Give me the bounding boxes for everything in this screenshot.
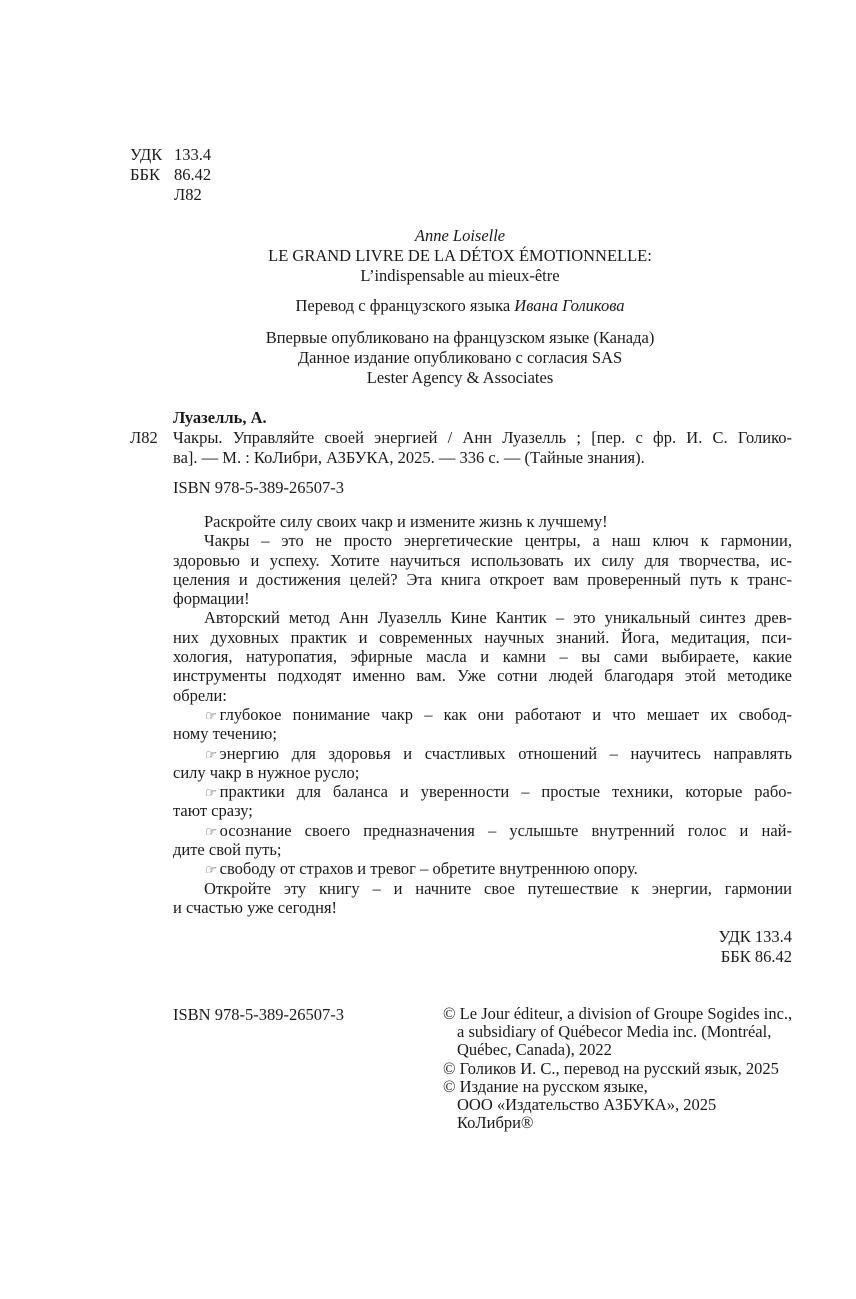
publication-line: Lester Agency & Associates [366,368,554,387]
annotation-text: Откройте эту книгу – и начните свое путешествие к энергии, гармонии [204,878,792,898]
annotation-line [173,608,792,627]
bullet-item [173,744,792,763]
udk-value: 133.4 [174,145,212,164]
annotation-line [173,879,792,898]
annotation-text: силу чакр в нужное русло; [173,762,360,782]
annotation-text: здоровью и успеху. Хотите научиться использовать их силу для творчества, ис- [173,550,792,570]
translator-name: Ивана Голикова [514,296,625,315]
bottom-udk: УДК 133.4 [718,927,792,946]
annotation-text: Чакры – это не просто энергетические центры, а наш ключ к гармонии, [204,531,792,551]
copyright-line: ООО «Издательство АЗБУКА», 2025 [457,1094,717,1114]
copyright-line: © Голиков И. С., перевод на русский язык, 2025 [443,1058,779,1078]
annotation-line [173,763,792,782]
bullet-item [173,705,792,724]
annotation-text: обрели: [173,685,227,705]
annotation-text: осознание своего предназначения – услышьте внутренний голос и най- [219,820,792,840]
annotation-text: ному течению; [173,724,277,744]
footer-isbn: ISBN 978-5-389-26507-3 [173,1005,344,1024]
pointing-hand-icon: ☞ [204,785,216,801]
annotation-line [173,647,792,666]
bullet-item [173,782,792,801]
bullet-item [173,821,792,840]
annotation-line [173,589,792,608]
original-subtitle: L’indispensable au mieux-être [360,266,560,285]
annotation-text: и счастью уже сегодня! [173,897,338,917]
original-title: LE GRAND LIVRE DE LA DÉTOX ÉMOTIONNELLE: [268,246,652,265]
publication-line: Впервые опубликовано на французском языке (Канада) [265,328,655,347]
annotation [173,512,792,917]
copyright-line: КоЛибри® [457,1113,534,1133]
pointing-hand-icon: ☞ [204,823,216,839]
catalog-isbn: ISBN 978-5-389-26507-3 [173,478,344,497]
annotation-line [173,551,792,570]
annotation-text: инструменты подходят именно вам. Уже сотни людей благодаря этой методике [173,666,792,686]
annotation-line [173,898,792,917]
annotation-line [173,686,792,705]
annotation-text: целения и достижения целей? Эта книга откроет вам проверенный путь к транс- [173,569,792,589]
annotation-line [173,840,792,859]
bbk-value: 86.42 [174,165,212,184]
annotation-line [173,531,792,550]
catalog-record-line: Чакры. Управляйте своей энергией / Анн Луазелль ; [пер. с фр. И. С. Голико- [173,428,792,447]
annotation-line [173,512,792,531]
annotation-text: хология, натуропатия, эфирные масла и камни – вы сами выбираете, какие [173,647,792,667]
annotation-text: формации! [173,589,250,609]
annotation-text: Авторский метод Анн Луазелль Кине Кантик – это уникальный синтез древ- [204,608,792,628]
annotation-line [173,628,792,647]
classification-codes [130,145,211,205]
translation-credit [160,296,760,316]
annotation-text: практики для баланса и уверенности – простые техники, которые рабо- [219,782,792,802]
catalog-author-heading: Луазелль, А. [173,408,267,427]
annotation-text: глубокое понимание чакр – как они работают и что мешает их свобод- [219,704,792,724]
translation-prefix: Перевод с французского языка [295,296,511,315]
annotation-text: свободу от страхов и тревог – обретите внутреннюю опору. [219,859,638,879]
publication-line: Данное издание опубликовано с согласия SAS [297,348,623,367]
annotation-line [173,666,792,685]
copyright-block [443,1005,792,1132]
copyright-line: Québec, Canada), 2022 [457,1040,612,1060]
annotation-text: дите свой путь; [173,840,282,860]
bullet-item [173,859,792,878]
catalog-code: Л82 [130,428,158,447]
pointing-hand-icon: ☞ [204,707,216,723]
catalog-record-line: ва]. — М. : КоЛибри, АЗБУКА, 2025. — 336 с. — (Тайные знания). [173,448,645,467]
annotation-line [173,724,792,743]
bbk-label: ББК [130,165,160,184]
annotation-text: энергию для здоровья и счастливых отношений – научитесь направлять [219,743,792,763]
annotation-text: Раскройте силу своих чакр и измените жизнь к лучшему! [204,512,608,531]
bottom-codes [592,927,792,967]
original-edition-info [160,226,760,388]
author-mark-value: Л82 [174,185,202,204]
copyright-line: a subsidiary of Québecor Media inc. (Montréal, [457,1022,772,1042]
original-author: Anne Loiselle [414,226,506,245]
copyright-line: © Издание на русском языке, [443,1076,648,1096]
catalog-record [130,408,792,498]
bottom-bbk: ББК 86.42 [720,947,792,966]
annotation-text: тают сразу; [173,801,253,821]
udk-label: УДК [130,145,163,164]
copyright-line: © Le Jour éditeur, a division of Groupe Sogides inc., [443,1004,793,1023]
pointing-hand-icon: ☞ [204,862,216,878]
annotation-line [173,570,792,589]
annotation-text: них духовных практик и современных научных знаний. Йога, медитация, пси- [173,627,792,647]
annotation-line [173,801,792,820]
pointing-hand-icon: ☞ [204,746,216,762]
